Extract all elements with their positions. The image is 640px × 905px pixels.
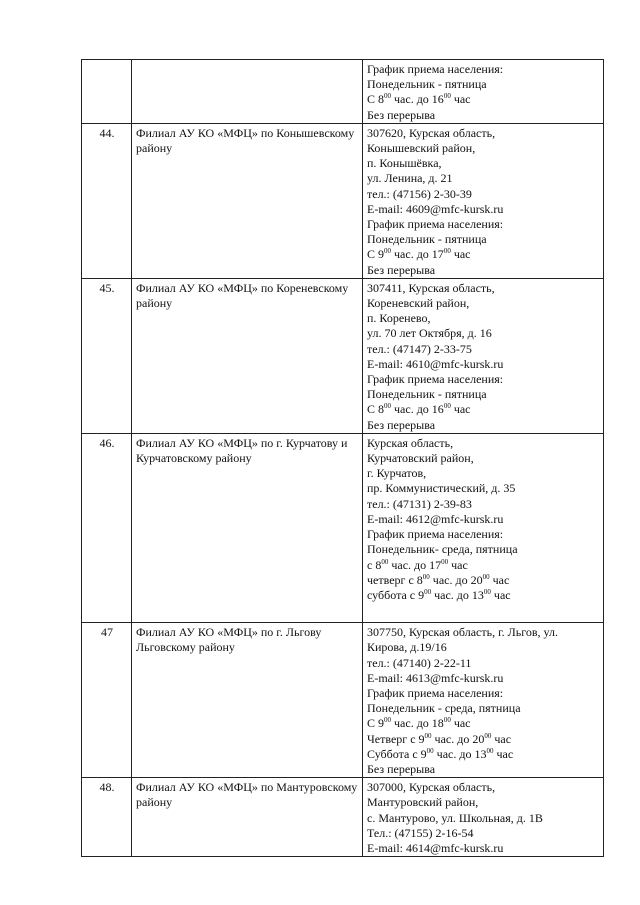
time-superscript: 00 (482, 572, 490, 581)
contact-line: п. Конышёвка, (367, 156, 442, 171)
time-text: четверг с 8 (367, 572, 423, 587)
time-superscript: 00 (424, 731, 432, 740)
row-number: 48. (82, 778, 132, 857)
time-text: час (450, 716, 471, 731)
contact-line: Понедельник - пятница (367, 387, 487, 402)
branch-name: Филиал АУ КО «МФЦ» по Кореневскому району (132, 278, 363, 433)
table-row (82, 60, 604, 124)
contact-line: Без перерыва (367, 417, 436, 432)
time-text: час (448, 557, 468, 572)
contact-line: пр. Коммунистический, д. 35 (367, 481, 516, 496)
contact-line: Курская область, (367, 435, 454, 450)
contact-line (367, 588, 600, 603)
time-superscript: 00 (384, 92, 392, 101)
branch-contacts (363, 60, 604, 124)
time-superscript: 00 (384, 247, 392, 256)
contact-line: Конышевский район, (367, 141, 476, 156)
contact-line (367, 247, 600, 262)
table-row (82, 623, 604, 778)
contact-line: ул. 70 лет Октября, д. 16 (367, 326, 492, 341)
time-text: суббота с 9 (367, 587, 425, 602)
time-text: с 8 (367, 557, 382, 572)
time-superscript: 00 (443, 716, 451, 725)
time-superscript: 00 (381, 557, 389, 566)
time-text: час. до 20 (431, 731, 485, 746)
contact-line: E-mail: 4613@mfc-kursk.ru (367, 670, 504, 685)
branch-name: Филиал АУ КО «МФЦ» по г. Льгову Льговскому району (132, 623, 363, 778)
time-text: час (489, 572, 510, 587)
time-text: час (490, 587, 511, 602)
row-number: 46. (82, 433, 132, 622)
contact-line: Без перерыва (367, 761, 436, 776)
contact-line: 307750, Курская область, г. Льгов, ул. (367, 625, 559, 640)
time-superscript: 00 (384, 402, 392, 411)
contact-line: График приема населения: (367, 372, 504, 387)
time-text: С 9 (367, 247, 385, 262)
contact-line (367, 716, 600, 731)
time-text: час (450, 402, 471, 417)
contact-line: Мантуровский район, (367, 795, 479, 810)
contact-line (367, 747, 600, 762)
row-number: 47 (82, 623, 132, 778)
branch-name (132, 60, 363, 124)
branch-name: Филиал АУ КО «МФЦ» по г. Курчатову и Курчатовскому району (132, 433, 363, 622)
branches-table (81, 59, 604, 857)
time-text: час. до 17 (388, 557, 442, 572)
contact-line: E-mail: 4614@mfc-kursk.ru (367, 840, 504, 855)
contact-line: тел.: (47156) 2-30-39 (367, 186, 472, 201)
contact-line (367, 92, 600, 107)
time-text: час. до 16 (391, 92, 444, 107)
contact-line: тел.: (47140) 2-22-11 (367, 655, 472, 670)
time-superscript: 00 (422, 572, 430, 581)
contact-line: Тел.: (47155) 2-16-54 (367, 825, 474, 840)
time-text: С 8 (367, 402, 385, 417)
branch-name: Филиал АУ КО «МФЦ» по Конышевскому району (132, 123, 363, 278)
time-text: час (493, 746, 514, 761)
row-number (82, 60, 132, 124)
table-row (82, 278, 604, 433)
branch-contacts (363, 123, 604, 278)
row-number: 45. (82, 278, 132, 433)
time-text: С 8 (367, 92, 385, 107)
contact-line: Курчатовский район, (367, 451, 474, 466)
time-superscript: 00 (443, 247, 451, 256)
contact-line: г. Курчатов, (367, 466, 427, 481)
branch-contacts (363, 278, 604, 433)
contact-line: ул. Ленина, д. 21 (367, 171, 453, 186)
time-superscript: 00 (441, 557, 449, 566)
contact-line: Кирова, д.19/16 (367, 640, 447, 655)
branch-contacts (363, 433, 604, 622)
branch-contacts (363, 623, 604, 778)
time-text: час. до 16 (391, 402, 444, 417)
contact-line: 307620, Курская область, (367, 125, 496, 140)
table-row (82, 123, 604, 278)
contact-line (367, 558, 600, 573)
time-text: С 9 (367, 716, 385, 731)
contact-line: E-mail: 4609@mfc-kursk.ru (367, 201, 504, 216)
contact-line: с. Мантурово, ул. Школьная, д. 1В (367, 810, 543, 825)
contact-line: тел.: (47147) 2-33-75 (367, 341, 472, 356)
row-number: 44. (82, 123, 132, 278)
contact-line: E-mail: 4610@mfc-kursk.ru (367, 356, 504, 371)
contact-line: Понедельник- среда, пятница (367, 542, 518, 557)
contact-line: Без перерыва (367, 107, 436, 122)
time-superscript: 00 (424, 587, 432, 596)
time-text: час (450, 247, 471, 262)
contact-line (367, 402, 600, 417)
table-row (82, 433, 604, 622)
contact-line: Понедельник - среда, пятница (367, 701, 521, 716)
contact-line: 307411, Курская область, (367, 280, 495, 295)
time-text: час. до 17 (391, 247, 444, 262)
time-superscript: 00 (443, 402, 451, 411)
contact-line: График приема населения: (367, 62, 504, 76)
contact-line: E-mail: 4612@mfc-kursk.ru (367, 511, 504, 526)
contact-line: Без перерыва (367, 262, 436, 277)
time-superscript: 00 (486, 746, 494, 755)
time-superscript: 00 (384, 716, 392, 725)
time-text: час. до 13 (431, 587, 484, 602)
spacer (367, 603, 600, 622)
contact-line: График приема населения: (367, 217, 504, 232)
time-text: час. до 13 (433, 746, 487, 761)
branch-name: Филиал АУ КО «МФЦ» по Мантуровскому району (132, 778, 363, 857)
contact-line: График приема населения: (367, 527, 504, 542)
time-superscript: 00 (426, 746, 434, 755)
time-superscript: 00 (483, 587, 491, 596)
time-text: час (450, 92, 471, 107)
contact-line: График приема населения: (367, 685, 504, 700)
contact-line: п. Коренево, (367, 311, 431, 326)
branch-contacts (363, 778, 604, 857)
contact-line: Понедельник - пятница (367, 77, 487, 92)
contact-line: тел.: (47131) 2-39-83 (367, 496, 472, 511)
time-text: Четверг с 9 (367, 731, 425, 746)
contact-line: 307000, Курская область, (367, 780, 496, 795)
time-text: час (491, 731, 512, 746)
time-superscript: 00 (484, 731, 492, 740)
time-superscript: 00 (443, 92, 451, 101)
time-text: Суббота с 9 (367, 746, 427, 761)
contact-line (367, 573, 600, 588)
time-text: час. до 18 (391, 716, 444, 731)
contact-line: Кореневский район, (367, 296, 470, 311)
contact-line (367, 732, 600, 747)
time-text: час. до 20 (429, 572, 483, 587)
contact-line: Понедельник - пятница (367, 232, 487, 247)
table-row (82, 778, 604, 857)
